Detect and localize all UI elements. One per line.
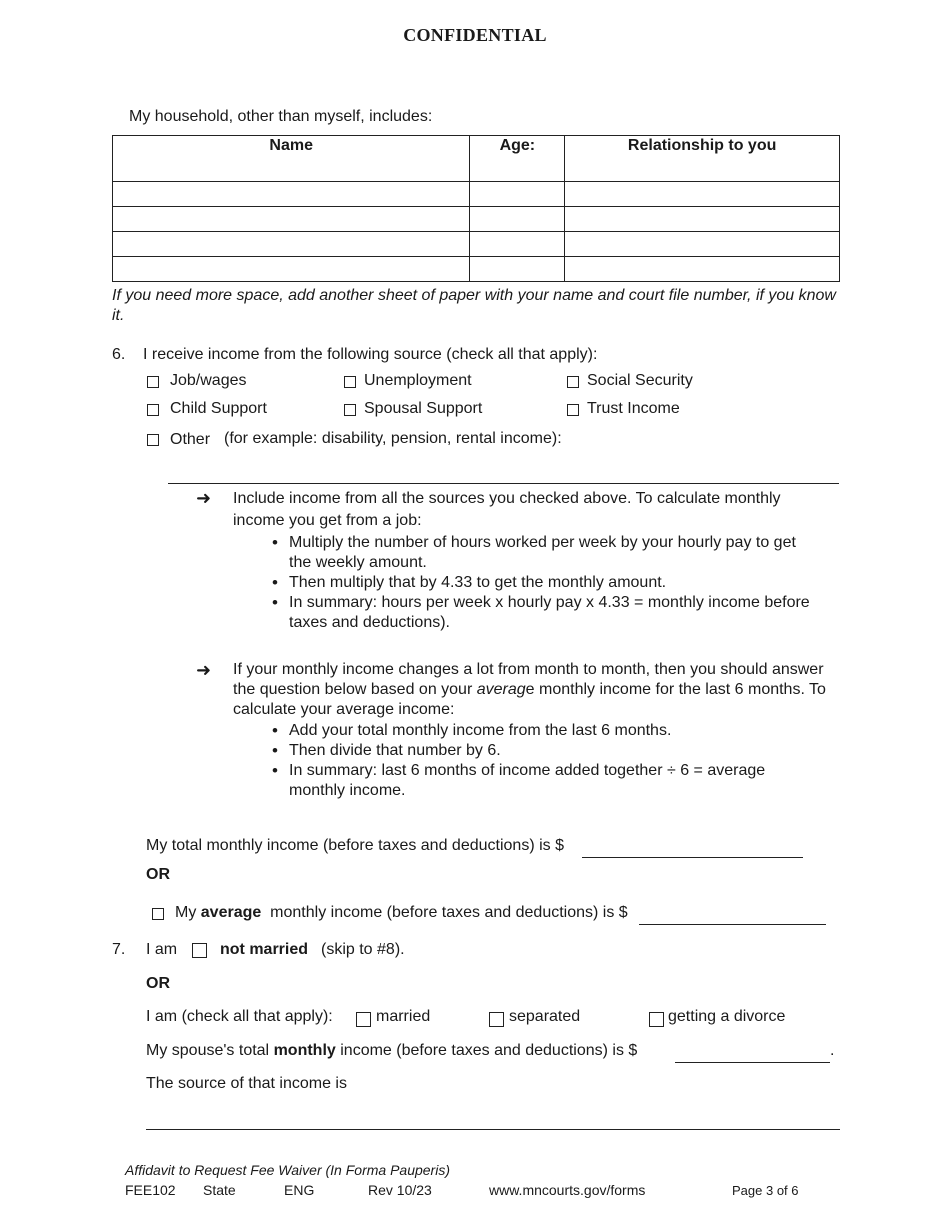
name-cell[interactable] — [113, 182, 470, 207]
income-source-field[interactable] — [146, 1129, 840, 1130]
social-security-checkbox[interactable] — [567, 376, 579, 388]
average-income-my: My — [175, 904, 197, 921]
average-income-rest: monthly income (before taxes and deductions) is $ — [270, 904, 628, 921]
column-header-relationship: Relationship to you — [565, 136, 840, 182]
confidential-heading: CONFIDENTIAL — [403, 25, 547, 45]
marital-status-label: I am (check all that apply): — [146, 1008, 333, 1025]
total-monthly-income-label: My total monthly income (before taxes and deductions) is $ — [146, 837, 564, 854]
household-more-space-note: If you need more space, add another sheet of paper with your name and court file number, if you know it. — [112, 287, 836, 324]
name-cell[interactable] — [113, 207, 470, 232]
household-table-header — [113, 136, 840, 182]
i-am-label: I am — [146, 941, 178, 958]
married-label: married — [376, 1008, 431, 1025]
spouse-income-start: My spouse's total — [146, 1042, 270, 1059]
job-wages-label: Job/wages — [170, 372, 247, 389]
list-item: • Then multiply that by 4.33 to get the monthly amount. — [272, 573, 822, 593]
tip-job-income-text: Include income from all the sources you checked above. To calculate monthly income you get from a job: — [233, 490, 781, 529]
form-id: FEE102 — [125, 1182, 176, 1198]
list-item: • In summary: hours per week x hourly pay x 4.33 = monthly income before taxes and deductions). — [272, 593, 822, 633]
not-married-checkbox[interactable] — [192, 943, 207, 958]
list-item: • Add your total monthly income from the last 6 months. — [272, 721, 812, 741]
separated-checkbox[interactable] — [489, 1012, 504, 1027]
table-row — [113, 257, 840, 282]
relationship-cell[interactable] — [565, 207, 840, 232]
average-monthly-income-field[interactable] — [639, 924, 826, 925]
unemployment-checkbox[interactable] — [344, 376, 356, 388]
question-7-number: 7. — [112, 941, 126, 958]
table-row — [113, 182, 840, 207]
tip-average-text-start: If your monthly income changes a lot from month to month, then you should answer the question below based on your — [233, 661, 824, 698]
age-cell[interactable] — [470, 182, 565, 207]
arrow-right-icon: ➜ — [196, 488, 212, 508]
unemployment-label: Unemployment — [364, 372, 472, 389]
tip-average-emphasis: averag — [476, 681, 526, 698]
form-revision: Rev 10/23 — [368, 1182, 432, 1198]
or-label: OR — [146, 866, 170, 883]
table-row — [113, 207, 840, 232]
arrow-right-icon: ➜ — [196, 660, 212, 680]
form-state: State — [203, 1182, 236, 1198]
name-cell[interactable] — [113, 232, 470, 257]
total-monthly-income-field[interactable] — [582, 857, 803, 858]
spousal-support-label: Spousal Support — [364, 400, 483, 417]
relationship-cell[interactable] — [565, 257, 840, 282]
question-6-number: 6. — [112, 346, 126, 363]
married-checkbox[interactable] — [356, 1012, 371, 1027]
list-item: • Then divide that number by 6. — [272, 741, 812, 761]
spouse-income-label — [146, 1042, 637, 1060]
tip-average-income-text — [233, 660, 838, 720]
skip-note: (skip to #8). — [321, 941, 405, 958]
name-cell[interactable] — [113, 257, 470, 282]
job-wages-checkbox[interactable] — [147, 376, 159, 388]
other-income-field[interactable] — [168, 483, 839, 484]
average-income-label — [175, 904, 628, 922]
spousal-support-checkbox[interactable] — [344, 404, 356, 416]
household-intro: My household, other than myself, includes: — [129, 108, 433, 125]
relationship-cell[interactable] — [565, 182, 840, 207]
child-support-label: Child Support — [170, 400, 267, 417]
trust-income-label: Trust Income — [587, 400, 680, 417]
other-income-label: Other — [170, 431, 211, 448]
income-source-label: The source of that income is — [146, 1075, 347, 1092]
other-income-checkbox[interactable] — [147, 434, 159, 446]
tip-job-income-bullets — [272, 533, 822, 633]
list-item: • Multiply the number of hours worked per week by your hourly pay to get the weekly amount. — [272, 533, 822, 573]
relationship-cell[interactable] — [565, 232, 840, 257]
form-language: ENG — [284, 1182, 315, 1198]
age-cell[interactable] — [470, 207, 565, 232]
trust-income-checkbox[interactable] — [567, 404, 579, 416]
average-income-bold: average — [200, 904, 262, 921]
child-support-checkbox[interactable] — [147, 404, 159, 416]
spouse-income-period: . — [830, 1042, 835, 1059]
list-item: • In summary: last 6 months of income added together ÷ 6 = average monthly income. — [272, 761, 812, 801]
column-header-age: Age: — [470, 136, 565, 182]
tip-average-text-end: e monthly income for the last 6 months. To calculate your average income: — [233, 681, 826, 718]
average-income-checkbox[interactable] — [152, 908, 164, 920]
not-married-label: not married — [220, 941, 309, 958]
question-6-prompt: I receive income from the following source (check all that apply): — [143, 346, 598, 363]
age-cell[interactable] — [470, 257, 565, 282]
social-security-label: Social Security — [587, 372, 693, 389]
spouse-income-end: income (before taxes and deductions) is $ — [340, 1042, 638, 1059]
page-number: Page 3 of 6 — [732, 1183, 799, 1198]
column-header-name: Name — [113, 136, 470, 182]
tip-average-income-bullets — [272, 721, 812, 801]
forms-url: www.mncourts.gov/forms — [489, 1182, 646, 1198]
other-income-note: (for example: disability, pension, rental income): — [224, 430, 562, 447]
table-row — [113, 232, 840, 257]
or-label: OR — [146, 975, 170, 992]
spouse-income-bold: monthly — [273, 1042, 336, 1059]
getting-divorce-label: getting a divorce — [668, 1008, 786, 1025]
household-table — [112, 135, 840, 282]
spouse-monthly-income-field[interactable] — [675, 1062, 830, 1063]
separated-label: separated — [509, 1008, 581, 1025]
form-title: Affidavit to Request Fee Waiver (In Forma Pauperis) — [125, 1162, 450, 1178]
getting-divorce-checkbox[interactable] — [649, 1012, 664, 1027]
age-cell[interactable] — [470, 232, 565, 257]
